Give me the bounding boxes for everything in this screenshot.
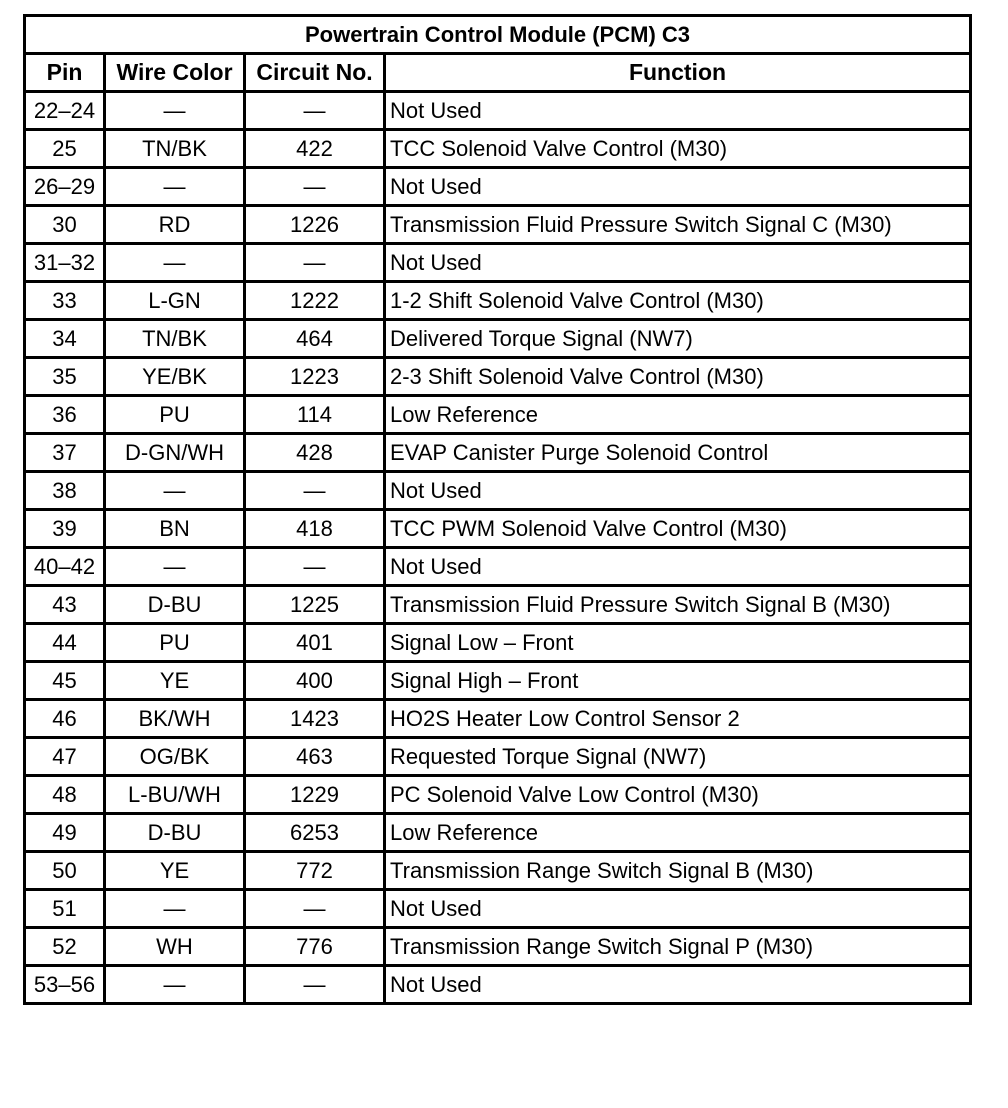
circuit-no-cell: 400: [245, 662, 385, 700]
function-cell: Transmission Fluid Pressure Switch Signal B (M30): [385, 586, 971, 624]
wire-color-cell: D-BU: [105, 586, 245, 624]
table-row: [25, 320, 971, 358]
wire-color-cell: BN: [105, 510, 245, 548]
function-cell: TCC Solenoid Valve Control (M30): [385, 130, 971, 168]
circuit-no-cell: 463: [245, 738, 385, 776]
function-cell: Low Reference: [385, 396, 971, 434]
circuit-no-cell: —: [245, 890, 385, 928]
circuit-no-cell: —: [245, 966, 385, 1004]
table-row: [25, 282, 971, 320]
circuit-no-cell: 1229: [245, 776, 385, 814]
wire-color-cell: L-GN: [105, 282, 245, 320]
circuit-no-cell: 114: [245, 396, 385, 434]
pin-cell: 37: [25, 434, 105, 472]
wire-color-cell: —: [105, 890, 245, 928]
function-cell: Not Used: [385, 244, 971, 282]
pin-cell: 51: [25, 890, 105, 928]
table-row: [25, 852, 971, 890]
table-row: [25, 92, 971, 130]
function-cell: PC Solenoid Valve Low Control (M30): [385, 776, 971, 814]
pin-cell: 34: [25, 320, 105, 358]
circuit-no-cell: 1225: [245, 586, 385, 624]
table-header-row: [25, 54, 971, 92]
table-row: [25, 168, 971, 206]
table-row: [25, 662, 971, 700]
circuit-no-cell: —: [245, 168, 385, 206]
function-cell: EVAP Canister Purge Solenoid Control: [385, 434, 971, 472]
table-row: [25, 890, 971, 928]
table-title-row: [25, 16, 971, 54]
wire-color-cell: —: [105, 168, 245, 206]
pin-cell: 40–42: [25, 548, 105, 586]
pin-cell: 49: [25, 814, 105, 852]
pcm-c3-pinout-table: [23, 14, 972, 1005]
wire-color-cell: PU: [105, 624, 245, 662]
table-body: [25, 92, 971, 1004]
table-title: Powertrain Control Module (PCM) C3: [25, 16, 971, 54]
table-row: [25, 358, 971, 396]
circuit-no-cell: 6253: [245, 814, 385, 852]
table-row: [25, 472, 971, 510]
wire-color-cell: TN/BK: [105, 130, 245, 168]
table-row: [25, 928, 971, 966]
table-row: [25, 586, 971, 624]
circuit-no-cell: 772: [245, 852, 385, 890]
wire-color-cell: OG/BK: [105, 738, 245, 776]
function-cell: 1-2 Shift Solenoid Valve Control (M30): [385, 282, 971, 320]
wire-color-cell: —: [105, 92, 245, 130]
pin-cell: 53–56: [25, 966, 105, 1004]
header-circuit-no: Circuit No.: [245, 54, 385, 92]
pin-cell: 46: [25, 700, 105, 738]
function-cell: Signal High – Front: [385, 662, 971, 700]
table-row: [25, 700, 971, 738]
function-cell: Delivered Torque Signal (NW7): [385, 320, 971, 358]
table-row: [25, 738, 971, 776]
function-cell: Not Used: [385, 890, 971, 928]
wire-color-cell: —: [105, 548, 245, 586]
function-cell: HO2S Heater Low Control Sensor 2: [385, 700, 971, 738]
wire-color-cell: —: [105, 244, 245, 282]
function-cell: Not Used: [385, 168, 971, 206]
circuit-no-cell: 428: [245, 434, 385, 472]
function-cell: 2-3 Shift Solenoid Valve Control (M30): [385, 358, 971, 396]
function-cell: Requested Torque Signal (NW7): [385, 738, 971, 776]
pin-cell: 50: [25, 852, 105, 890]
pin-cell: 26–29: [25, 168, 105, 206]
function-cell: Not Used: [385, 966, 971, 1004]
table-row: [25, 510, 971, 548]
pin-cell: 38: [25, 472, 105, 510]
pin-cell: 22–24: [25, 92, 105, 130]
wire-color-cell: —: [105, 472, 245, 510]
circuit-no-cell: 464: [245, 320, 385, 358]
circuit-no-cell: 422: [245, 130, 385, 168]
pin-cell: 35: [25, 358, 105, 396]
header-function: Function: [385, 54, 971, 92]
pin-cell: 36: [25, 396, 105, 434]
pin-cell: 39: [25, 510, 105, 548]
wire-color-cell: D-BU: [105, 814, 245, 852]
function-cell: Low Reference: [385, 814, 971, 852]
pin-cell: 44: [25, 624, 105, 662]
table-row: [25, 396, 971, 434]
wire-color-cell: D-GN/WH: [105, 434, 245, 472]
pin-cell: 43: [25, 586, 105, 624]
circuit-no-cell: 1222: [245, 282, 385, 320]
header-wire-color: Wire Color: [105, 54, 245, 92]
wire-color-cell: PU: [105, 396, 245, 434]
header-pin: Pin: [25, 54, 105, 92]
pin-cell: 52: [25, 928, 105, 966]
wire-color-cell: —: [105, 966, 245, 1004]
circuit-no-cell: 418: [245, 510, 385, 548]
wire-color-cell: YE: [105, 662, 245, 700]
table-row: [25, 434, 971, 472]
table-row: [25, 624, 971, 662]
circuit-no-cell: 401: [245, 624, 385, 662]
circuit-no-cell: —: [245, 548, 385, 586]
pin-cell: 30: [25, 206, 105, 244]
pin-cell: 48: [25, 776, 105, 814]
pin-cell: 25: [25, 130, 105, 168]
function-cell: Not Used: [385, 92, 971, 130]
function-cell: Not Used: [385, 472, 971, 510]
function-cell: TCC PWM Solenoid Valve Control (M30): [385, 510, 971, 548]
pin-cell: 47: [25, 738, 105, 776]
circuit-no-cell: 1223: [245, 358, 385, 396]
circuit-no-cell: —: [245, 92, 385, 130]
circuit-no-cell: 1226: [245, 206, 385, 244]
table-row: [25, 814, 971, 852]
function-cell: Not Used: [385, 548, 971, 586]
pin-cell: 33: [25, 282, 105, 320]
wire-color-cell: WH: [105, 928, 245, 966]
table-row: [25, 244, 971, 282]
pin-cell: 31–32: [25, 244, 105, 282]
wire-color-cell: YE/BK: [105, 358, 245, 396]
table-row: [25, 966, 971, 1004]
table-row: [25, 130, 971, 168]
circuit-no-cell: 776: [245, 928, 385, 966]
wire-color-cell: YE: [105, 852, 245, 890]
table-row: [25, 206, 971, 244]
wire-color-cell: RD: [105, 206, 245, 244]
circuit-no-cell: —: [245, 472, 385, 510]
function-cell: Transmission Range Switch Signal B (M30): [385, 852, 971, 890]
table-row: [25, 776, 971, 814]
wire-color-cell: L-BU/WH: [105, 776, 245, 814]
function-cell: Transmission Fluid Pressure Switch Signal C (M30): [385, 206, 971, 244]
function-cell: Signal Low – Front: [385, 624, 971, 662]
wire-color-cell: BK/WH: [105, 700, 245, 738]
table-row: [25, 548, 971, 586]
function-cell: Transmission Range Switch Signal P (M30): [385, 928, 971, 966]
wire-color-cell: TN/BK: [105, 320, 245, 358]
pin-cell: 45: [25, 662, 105, 700]
circuit-no-cell: —: [245, 244, 385, 282]
circuit-no-cell: 1423: [245, 700, 385, 738]
